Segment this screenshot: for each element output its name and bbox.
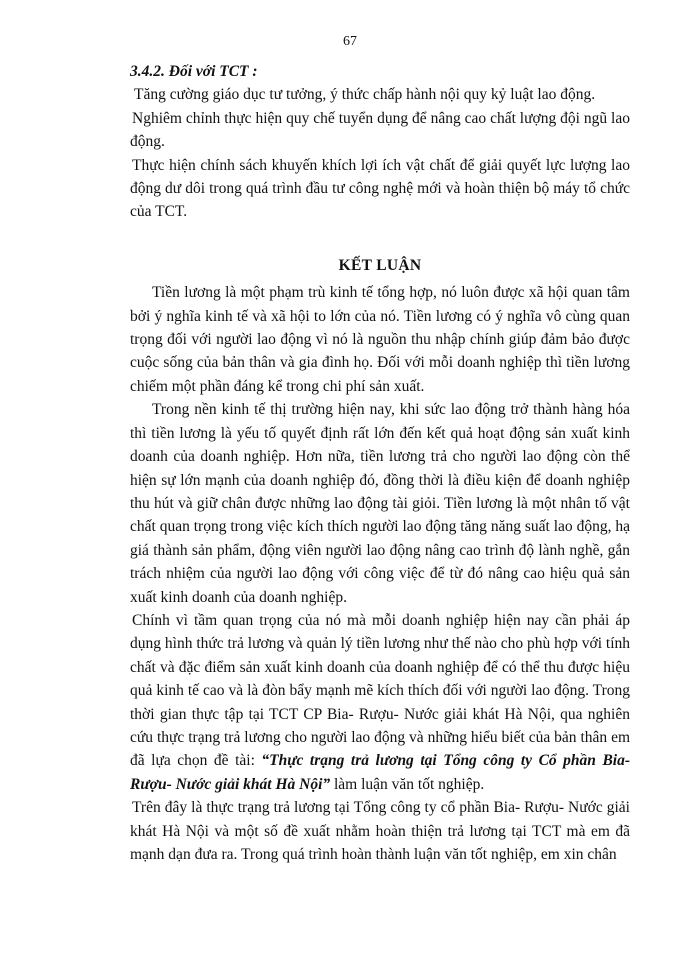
page-content: [130, 60, 630, 866]
conclusion-title: KẾT LUẬN: [338, 256, 422, 274]
section-paragraph-2: Nghiêm chỉnh thực hiện quy chế tuyển dụng để nâng cao chất lượng đội ngũ lao động.: [130, 109, 630, 151]
thesis-title: “Thực trạng trả lương tại Tổng công ty Cổ phần Bia- Rượu- Nước giải khát Hà Nội”: [130, 752, 631, 793]
conclusion-paragraph-1: Tiền lương là một phạm trù kinh tế tổng hợp, nó luôn được xã hội quan tâm bởi ý nghĩa kinh tế và xã hội to lớn của nó. Tiền lương có ý nghĩa vô cùng quan trọng đối với người lao động vì nó là nguồn thu nhập chính giúp đảm bảo được cuộc sống của bản thân và gia đình họ. Đối với mỗi doanh nghiệp thì tiền lương chiếm một phần đáng kể trong chi phí sản xuất.: [130, 284, 630, 395]
conclusion-paragraph-3: [130, 609, 630, 796]
conclusion-paragraph-4: Trên đây là thực trạng trả lương tại Tổng công ty cổ phần Bia- Rượu- Nước giải khát Hà Nội và một số đề xuất nhằm hoàn thiện trả lương tại TCT mà em đã mạnh dạn đưa ra. Trong quá trình hoàn thành luận văn tốt nghiệp, em xin chân: [130, 799, 630, 863]
paragraph-3-text-before: Chính vì tầm quan trọng của nó mà mỗi doanh nghiệp hiện nay cần phải áp dụng hình thức trả lương và quản lý tiền lương như thế nào cho phù hợp với tính chất và đặc điểm sản xuất kinh doanh của doanh nghiệp để có thể thu được hiệu quả kinh tế cao và là đòn bẩy mạnh mẽ kích thích đối với người lao động. Trong thời gian thực tập tại TCT CP Bia- Rượu- Nước giải khát Hà Nội, qua nghiên cứu thực trạng trả lương cho người lao động và những hiểu biết của bản thân em đã lựa chọn đề tài:: [130, 611, 630, 770]
paragraph-3-text-after: làm luận văn tốt nghiệp.: [330, 775, 485, 793]
section-paragraph-3: Thực hiện chính sách khuyến khích lợi ích vật chất để giải quyết lực lượng lao động dư dôi trong quá trình đầu tư công nghệ mới và hoàn thiện bộ máy tổ chức của TCT.: [130, 156, 630, 221]
conclusion-paragraph-2: Trong nền kinh tế thị trường hiện nay, khi sức lao động trở thành hàng hóa thì tiền lương là yếu tố quyết định rất lớn đến kết quả hoạt động sản xuất kinh doanh của doanh nghiệp. Hơn nữa, tiền lương trả cho người lao động còn thể hiện sự lớn mạnh của doanh nghiệp đó, đồng thời là điều kiện để doanh nghiệp thu hút và giữ chân được những lao động tài giỏi. Tiền lương là một nhân tố vật chất quan trọng trong việc kích thích người lao động tăng năng suất lao động, hạ giá thành sản phẩm, động viên người lao động nâng cao trình độ lành nghề, gắn trách nhiệm của người lao động với công việc để từ đó nâng cao hiệu quả sản xuất kinh doanh của doanh nghiệp.: [130, 401, 630, 606]
section-paragraph-1: Tăng cường giáo dục tư tưởng, ý thức chấp hành nội quy kỷ luật lao động.: [134, 86, 596, 104]
page-number: 67: [343, 34, 357, 49]
section-heading: 3.4.2. Đối với TCT :: [130, 63, 258, 80]
